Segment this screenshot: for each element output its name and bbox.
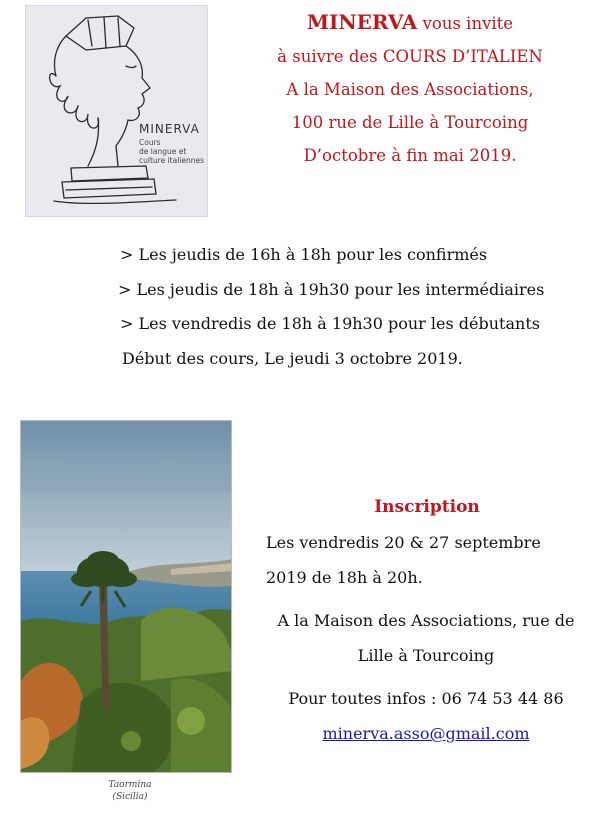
minerva-logo bbox=[25, 5, 208, 217]
logo-name: MINERVA bbox=[139, 122, 200, 136]
minerva-head-sketch-icon bbox=[26, 6, 208, 217]
brand-name: MINERVA bbox=[306, 10, 418, 34]
header-line: D’octobre à fin mai 2019. bbox=[303, 146, 517, 165]
header-line: à suivre des COURS D’ITALIEN bbox=[277, 47, 543, 66]
logo-subtitle-line: de langue et bbox=[139, 147, 187, 156]
brand-suffix: vous invite bbox=[417, 14, 514, 33]
landscape-photo-icon bbox=[21, 421, 232, 773]
course-schedule bbox=[118, 238, 578, 376]
logo-subtitle-line: culture italiennes bbox=[139, 156, 205, 165]
taormina-photo bbox=[20, 420, 232, 773]
caption-place: Taormina bbox=[108, 780, 152, 790]
inscription-title: Inscription bbox=[374, 497, 480, 517]
course-start-date: Début des cours, Le jeudi 3 octobre 2019. bbox=[122, 348, 463, 368]
logo-subtitle bbox=[139, 138, 204, 165]
logo-text bbox=[139, 122, 204, 165]
header-line: 100 rue de Lille à Tourcoing bbox=[291, 113, 529, 132]
inscription-place-city: Lille à Tourcoing bbox=[357, 646, 495, 665]
header-line: A la Maison des Associations, bbox=[286, 80, 534, 99]
inscription-section bbox=[256, 490, 596, 751]
logo-subtitle-line: Cours bbox=[139, 138, 161, 147]
contact-phone: Pour toutes infos : 06 74 53 44 86 bbox=[288, 689, 564, 708]
inscription-dates: Les vendredis 20 & 27 septembre bbox=[266, 533, 541, 552]
schedule-item: > Les jeudis de 18h à 19h30 pour les intermédiaires bbox=[118, 279, 545, 299]
invitation-header bbox=[230, 6, 590, 172]
inscription-place: A la Maison des Associations, rue de bbox=[277, 611, 575, 630]
schedule-item: > Les vendredis de 18h à 19h30 pour les débutants bbox=[120, 314, 540, 333]
header-title-line bbox=[230, 6, 590, 40]
caption-region: (Sicilia) bbox=[112, 792, 148, 802]
contact-email-link[interactable]: minerva.asso@gmail.com bbox=[322, 724, 530, 743]
contact-email-row bbox=[256, 716, 596, 751]
inscription-dates-time: 2019 de 18h à 20h. bbox=[266, 568, 423, 587]
photo-caption bbox=[100, 779, 160, 803]
schedule-item: > Les jeudis de 16h à 18h pour les confirmés bbox=[120, 245, 488, 264]
